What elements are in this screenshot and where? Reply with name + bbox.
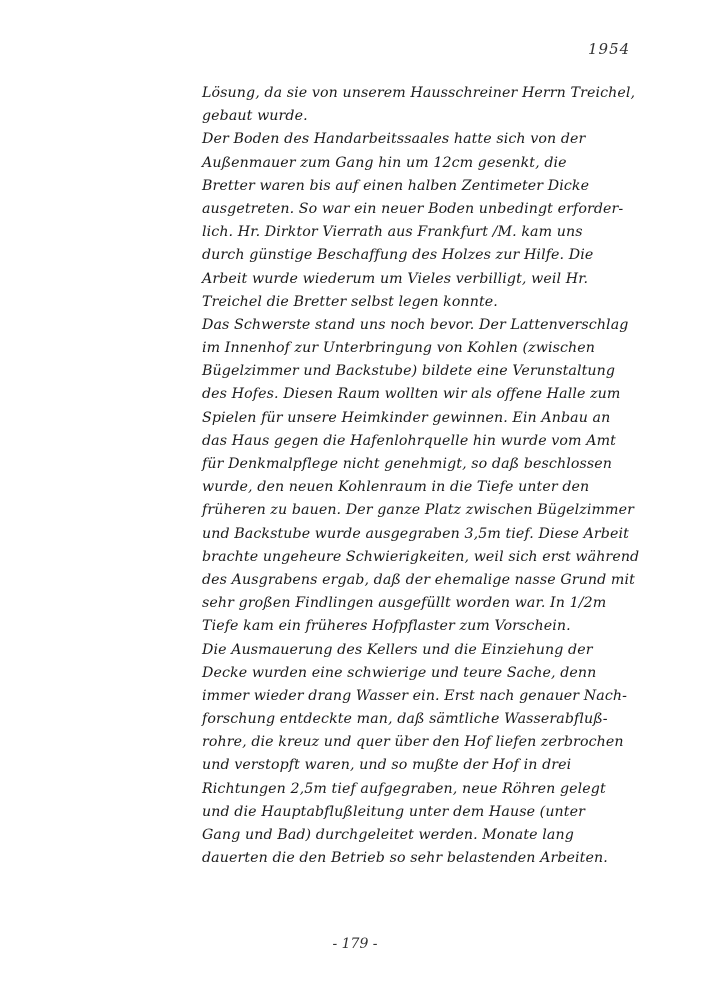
- page-number: - 179 -: [332, 936, 378, 952]
- text-line: Lösung, da sie von unserem Hausschreiner Herrn Treichel,: [202, 85, 636, 101]
- text-line: Spielen für unsere Heimkinder gewinnen. Ein Anbau an: [202, 409, 611, 426]
- text-line: im Innenhof zur Unterbringung von Kohlen (zwischen: [202, 340, 595, 357]
- text-line: Das Schwerste stand uns noch bevor. Der Lattenverschlag: [202, 316, 629, 333]
- text-line: brachte ungeheure Schwierigkeiten, weil sich erst während: [202, 548, 640, 565]
- text-line: und die Hauptabflußleitung unter dem Hause (unter: [202, 803, 585, 820]
- text-line: und Backstube wurde ausgegraben 3,5m tief. Diese Arbeit: [202, 525, 629, 542]
- text-line: lich. Hr. Dirktor Vierrath aus Frankfurt /M. kam uns: [202, 224, 583, 241]
- text-line: Richtungen 2,5m tief aufgegraben, neue Röhren gelegt: [202, 780, 606, 797]
- text-line: Tiefe kam ein früheres Hofpflaster zum Vorschein.: [202, 618, 571, 635]
- text-line: wurde, den neuen Kohlenraum in die Tiefe unter den: [202, 479, 590, 496]
- text-line: Bretter waren bis auf einen halben Zentimeter Dicke: [202, 177, 590, 194]
- text-line: gebaut wurde.: [202, 108, 308, 125]
- text-line: früheren zu bauen. Der ganze Platz zwischen Bügelzimmer: [202, 502, 634, 519]
- text-line: das Haus gegen die Hafenlohrquelle hin wurde vom Amt: [202, 432, 616, 449]
- text-line: ausgetreten. So war ein neuer Boden unbedingt erforder-: [202, 200, 624, 217]
- page-year: 1954: [588, 40, 631, 58]
- text-line: Decke wurden eine schwierige und teure Sache, denn: [202, 664, 597, 681]
- text-line: Treichel die Bretter selbst legen konnte.: [202, 293, 498, 310]
- text-line: immer wieder drang Wasser ein. Erst nach genauer Nach-: [202, 687, 628, 704]
- text-line: dauerten die den Betrieb so sehr belastenden Arbeiten.: [202, 850, 608, 867]
- text-line: durch günstige Beschaffung des Holzes zur Hilfe. Die: [202, 247, 594, 264]
- text-line: für Denkmalpflege nicht genehmigt, so daß beschlossen: [202, 456, 612, 472]
- text-line: sehr großen Findlingen ausgefüllt worden war. In 1/2m: [202, 595, 607, 612]
- text-line: Außenmauer zum Gang hin um 12cm gesenkt, die: [202, 154, 567, 171]
- text-line: forschung entdeckte man, daß sämtliche Wasserabfluß-: [202, 711, 608, 728]
- text-line: Bügelzimmer und Backstube) bildete eine Verunstaltung: [202, 363, 616, 380]
- text-line: des Ausgrabens ergab, daß der ehemalige nasse Grund mit: [202, 571, 635, 588]
- text-line: rohre, die kreuz und quer über den Hof liefen zerbrochen: [202, 734, 624, 751]
- text-line: und verstopft waren, und so mußte der Hof in drei: [202, 757, 572, 774]
- text-line: Gang und Bad) durchgeleitet werden. Monate lang: [202, 827, 574, 843]
- body-text: [202, 82, 640, 870]
- text-line: Die Ausmauerung des Kellers und die Einziehung der: [202, 641, 593, 658]
- text-line: des Hofes. Diesen Raum wollten wir als offene Halle zum: [202, 386, 621, 403]
- text-line: Arbeit wurde wiederum um Vieles verbilligt, weil Hr.: [202, 270, 589, 287]
- text-line: Der Boden des Handarbeitssaales hatte sich von der: [202, 131, 586, 148]
